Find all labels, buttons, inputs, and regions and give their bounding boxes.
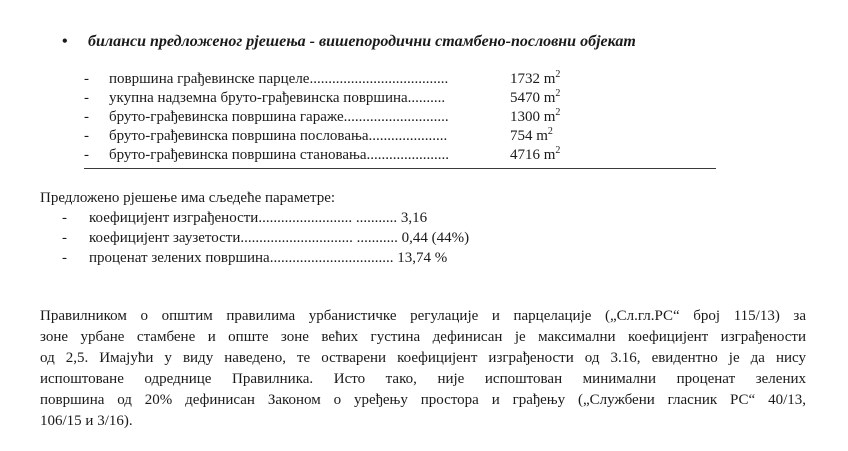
- paragraph-line: од 2,5. Имајући у виду наведено, те остварени коефицијент изграђености од 3.16, евидентно је да нису: [40, 350, 806, 366]
- dash-marker: -: [84, 109, 89, 125]
- dash-marker: -: [84, 90, 89, 106]
- bullet-icon: •: [62, 33, 68, 50]
- balance-value: 4716 $m^2$: [510, 145, 561, 163]
- balance-label: површина грађевинске парцеле.....................................: [109, 71, 449, 87]
- dash-marker: -: [84, 128, 89, 144]
- dash-marker: -: [62, 230, 67, 246]
- balance-value: 754 $m^2$: [510, 126, 553, 144]
- balance-list: [84, 70, 724, 165]
- list-item: [84, 108, 724, 127]
- paragraph-line: површина од 20% дефинисан Законом о уређењу простора и грађењу („Службени гласник РС“ 40/13,: [40, 392, 806, 408]
- paragraph-line: зоне урбане стамбене и опште зоне већих густина дефинисан је максимални коефицијент изграђености: [40, 329, 806, 345]
- balance-label: бруто-грађевинска површина пословања.....................: [109, 128, 448, 144]
- list-item: [84, 127, 724, 146]
- param-text: коефицијент изграђености......................... ........... 3,16: [89, 210, 428, 226]
- balance-label: укупна надземна бруто-грађевинска површина..........: [109, 90, 446, 106]
- list-item: [62, 228, 582, 248]
- paragraph-line: 106/15 и 3/16).: [40, 413, 133, 429]
- balance-label: бруто-грађевинска површина гараже............................: [109, 109, 449, 125]
- paragraph-line: испоштоване одреднице Правилника. Исто тако, није испоштован минимални проценат зелених: [40, 371, 806, 387]
- params-title: Предложено рјешење има сљедеће параметре:: [40, 190, 336, 206]
- list-item: [84, 70, 724, 89]
- balance-value: 1732 $m^2$: [510, 69, 561, 87]
- section-heading-text: биланси предложеног рјешења - вишепородични стамбено-пословни објекат: [88, 33, 636, 50]
- list-item: [62, 248, 582, 268]
- body-paragraph: [40, 306, 806, 432]
- section-heading: [62, 33, 636, 51]
- paragraph-line: Правилником о општим правилима урбанистичке регулације и парцелације („Сл.гл.РС“ број 115/13) за: [40, 308, 806, 324]
- dash-marker: -: [84, 147, 89, 163]
- dash-marker: -: [84, 71, 89, 87]
- params-list: [62, 208, 582, 268]
- list-item: [62, 208, 582, 228]
- dash-marker: -: [62, 210, 67, 226]
- list-item: [84, 89, 724, 108]
- list-item: [84, 146, 724, 165]
- balance-label: бруто-грађевинска површина становања......................: [109, 147, 450, 163]
- param-text: проценат зелених површина................................. 13,74 %: [89, 250, 448, 266]
- horizontal-divider: [84, 168, 716, 169]
- balance-value: 5470 $m^2$: [510, 88, 561, 106]
- dash-marker: -: [62, 250, 67, 266]
- balance-value: 1300 $m^2$: [510, 107, 561, 125]
- param-text: коефицијент заузетости.............................. ........... 0,44 (44%): [89, 230, 470, 246]
